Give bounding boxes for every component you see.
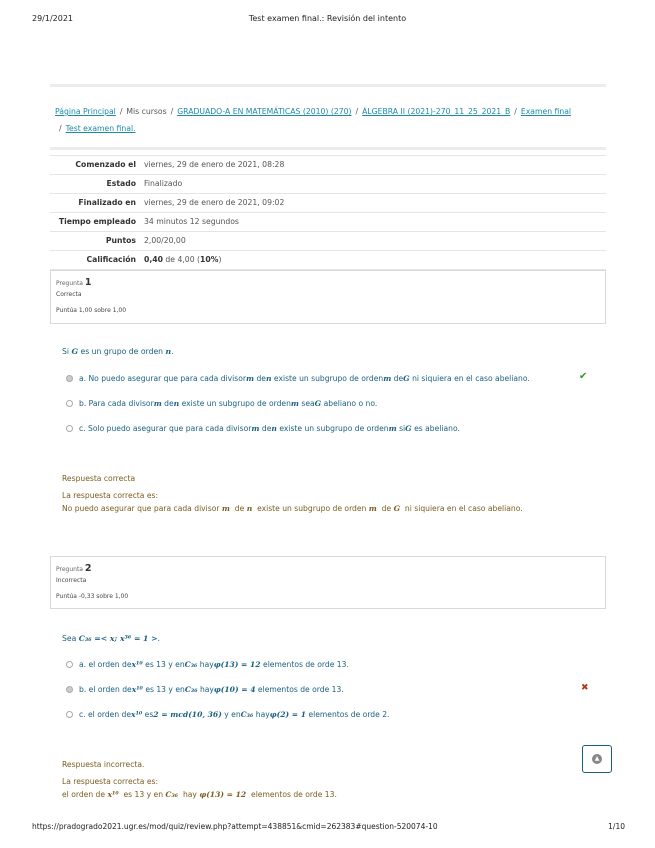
feedback-text: existe un subgrupo de orden <box>254 504 369 513</box>
summary-row <box>50 232 606 251</box>
check-icon: ✔ <box>579 371 588 382</box>
answer-text: a. No puedo asegurar que para cada divisor <box>79 374 246 383</box>
math-symbol: m <box>290 399 299 408</box>
print-url: https://pradogrado2021.ugr.es/mod/quiz/review.php?attempt=438851&cmid=262383#question-520074-10 <box>32 822 438 831</box>
summary-label: Comenzado el <box>75 160 136 169</box>
answer-text: hay <box>255 710 270 719</box>
feedback-1 <box>62 472 523 515</box>
breadcrumb-my-courses: Mis cursos <box>126 107 167 116</box>
breadcrumb-separator: / <box>119 107 123 116</box>
answer-text: de <box>164 399 174 408</box>
answer-option-a <box>66 660 349 669</box>
answer-text: es abeliano. <box>414 424 460 433</box>
feedback-answer <box>62 502 523 515</box>
question-number-value: 2 <box>84 563 92 574</box>
question-number <box>56 563 92 574</box>
answer-text: existe un subgrupo de orden <box>273 374 384 383</box>
attempt-summary-table <box>50 155 606 270</box>
math-expression: C₃₆ <box>240 710 254 719</box>
math-symbol: n <box>271 424 277 433</box>
answer-option-c <box>66 710 389 719</box>
answer-text: sea <box>301 399 315 408</box>
feedback-text: de <box>232 504 247 513</box>
answer-text: existe un subgrupo de orden <box>181 399 291 408</box>
breadcrumb-separator: / <box>355 107 359 116</box>
math-symbol: G <box>314 399 322 408</box>
math-symbol: G <box>393 504 401 513</box>
math-expression: x¹⁰ <box>131 660 143 669</box>
breadcrumb-separator: / <box>59 124 62 133</box>
answer-text: elementos de orde 13. <box>257 685 344 694</box>
answer-text: ni siquiera en el caso abeliano. <box>412 374 530 383</box>
math-expression: φ(13) = 12 <box>199 790 247 799</box>
radio-selected-icon <box>66 686 73 693</box>
math-expression: C₃₆ <box>184 685 198 694</box>
grade-value <box>144 254 606 266</box>
text-part: Si <box>62 347 72 356</box>
answer-text: es <box>144 710 154 719</box>
math-symbol: n <box>265 374 272 383</box>
feedback-text: ni siquiera en el caso abeliano. <box>402 504 523 513</box>
summary-row <box>50 175 606 194</box>
answer-option-b <box>66 399 377 408</box>
question-text <box>62 347 174 356</box>
math-symbol: m <box>221 504 230 513</box>
answer-text: a. el orden de <box>79 660 132 669</box>
feedback-2 <box>62 758 337 801</box>
summary-value: 2,00/20,00 <box>144 236 186 245</box>
summary-row <box>50 213 606 232</box>
feedback-text: es 13 y en <box>121 790 166 799</box>
summary-value: viernes, 29 de enero de 2021, 09:02 <box>144 198 285 207</box>
summary-label: Tiempo empleado <box>58 217 136 226</box>
answer-option-a <box>66 374 530 383</box>
question-number-value: 1 <box>84 277 92 288</box>
math-symbol: n <box>165 347 172 356</box>
radio-icon <box>66 711 73 718</box>
breadcrumb <box>50 84 606 150</box>
answer-text: si <box>399 424 406 433</box>
math-symbol: G <box>403 374 410 383</box>
answer-text: de <box>261 424 272 433</box>
summary-label: Puntos <box>105 236 136 245</box>
math-symbol: m <box>368 504 377 513</box>
math-symbol: m <box>246 374 255 383</box>
feedback-intro: La respuesta correcta es: <box>62 777 159 786</box>
summary-value: viernes, 29 de enero de 2021, 08:28 <box>144 160 285 169</box>
breadcrumb-separator: / <box>514 107 517 116</box>
question-mark: Puntúa 1,00 sobre 1,00 <box>56 307 127 314</box>
grade-close: ) <box>218 255 222 264</box>
text-part: . <box>171 347 174 356</box>
answer-text: de <box>393 374 404 383</box>
answer-text: abeliano o no. <box>323 399 378 408</box>
answer-text: es 13 y en <box>145 685 185 694</box>
question-text <box>62 634 160 643</box>
math-symbol: m <box>383 374 392 383</box>
print-footer <box>0 822 655 834</box>
question-info-2 <box>50 556 606 609</box>
question-prefix: Pregunta <box>56 566 83 573</box>
answer-text: elementos de orde 13. <box>263 660 349 669</box>
math-symbol: m <box>388 424 397 433</box>
feedback-text: No puedo asegurar que para cada divisor <box>62 504 222 513</box>
answer-text: existe un subgrupo de orden <box>279 424 389 433</box>
math-expression: x¹⁰ <box>131 685 143 694</box>
grade-out-of: de 4,00 ( <box>162 255 201 264</box>
feedback-title: Respuesta incorrecta. <box>62 760 145 769</box>
math-symbol: G <box>71 347 79 356</box>
text-part: . <box>157 634 160 643</box>
question-state: Correcta <box>56 291 82 298</box>
breadcrumb-separator: / <box>170 107 174 116</box>
answer-text: de <box>256 374 266 383</box>
math-expression: φ(2) = 1 <box>269 710 307 719</box>
feedback-text: elementos de orde 13. <box>248 790 337 799</box>
print-header <box>0 14 655 28</box>
math-symbol: n <box>246 504 253 513</box>
answer-text: es 13 y en <box>145 660 185 669</box>
math-symbol: m <box>153 399 162 408</box>
cross-icon: ✖ <box>581 683 589 693</box>
math-symbol: m <box>251 424 260 433</box>
math-expression: x¹⁰ <box>107 790 119 799</box>
print-date: 29/1/2021 <box>32 14 74 23</box>
answer-text: hay <box>199 685 214 694</box>
feedback-answer <box>62 788 337 801</box>
math-symbol: n <box>173 399 180 408</box>
question-mark: Puntúa -0,33 sobre 1,00 <box>56 593 129 600</box>
summary-label: Finalizado en <box>78 198 136 207</box>
math-expression: C₃₆ =< x; x³⁶ = 1 > <box>78 634 158 643</box>
math-expression: x¹⁰ <box>131 710 143 719</box>
question-prefix: Pregunta <box>56 280 83 287</box>
answer-text: elementos de orde 2. <box>308 710 390 719</box>
question-state: Incorrecta <box>56 577 87 584</box>
summary-label: Estado <box>106 179 136 188</box>
breadcrumb-course[interactable]: ÁLGEBRA II (2021)-270_11_25_2021_B <box>362 107 511 116</box>
scroll-top-button[interactable] <box>582 745 612 773</box>
math-expression: C₃₆ <box>165 790 179 799</box>
print-title: Test examen final.: Revisión del intento <box>248 14 407 23</box>
feedback-text: el orden de <box>62 790 108 799</box>
text-part: Sea <box>62 634 79 643</box>
summary-row <box>50 156 606 175</box>
answer-text: hay <box>199 660 214 669</box>
summary-row <box>50 194 606 213</box>
breadcrumb-degree[interactable]: GRADUADO-A EN MATEMÁTICAS (2010) (270) <box>177 107 352 116</box>
text-part: es un grupo de orden <box>78 347 166 356</box>
summary-row <box>50 251 606 270</box>
feedback-text: hay <box>180 790 200 799</box>
radio-icon <box>66 400 73 407</box>
answer-text: b. Para cada divisor <box>79 399 154 408</box>
question-info-1 <box>50 270 606 324</box>
breadcrumb-exam[interactable]: Examen final <box>520 107 572 116</box>
answer-text: c. Solo puedo asegurar que para cada divisor <box>79 424 252 433</box>
breadcrumb-home[interactable]: Página Principal <box>55 107 116 116</box>
answer-option-c <box>66 424 460 433</box>
math-expression: 2 = mcd(10, 36) <box>153 710 222 719</box>
scroll-top-icon: ▲ <box>592 754 602 764</box>
grade-percent: 10% <box>200 255 219 264</box>
math-expression: φ(10) = 4 <box>213 685 256 694</box>
question-number <box>56 277 92 288</box>
answer-option-b <box>66 685 344 694</box>
summary-value: 34 minutos 12 segundos <box>144 217 239 226</box>
feedback-text: de <box>379 504 394 513</box>
math-expression: C₃₆ <box>184 660 198 669</box>
math-symbol: G <box>405 424 412 433</box>
answer-text: b. el orden de <box>79 685 132 694</box>
summary-label: Calificación <box>86 255 136 264</box>
print-page-count: 1/10 <box>608 822 625 831</box>
answer-text: y en <box>224 710 241 719</box>
summary-value: Finalizado <box>144 179 183 188</box>
feedback-title: Respuesta correcta <box>62 474 136 483</box>
breadcrumb-test[interactable]: Test examen final. <box>65 124 136 133</box>
math-expression: φ(13) = 12 <box>213 660 261 669</box>
grade-score: 0,40 <box>144 255 163 264</box>
answer-text: c. el orden de <box>79 710 132 719</box>
feedback-intro: La respuesta correcta es: <box>62 491 159 500</box>
radio-selected-icon <box>66 375 73 382</box>
radio-icon <box>66 661 73 668</box>
radio-icon <box>66 425 73 432</box>
